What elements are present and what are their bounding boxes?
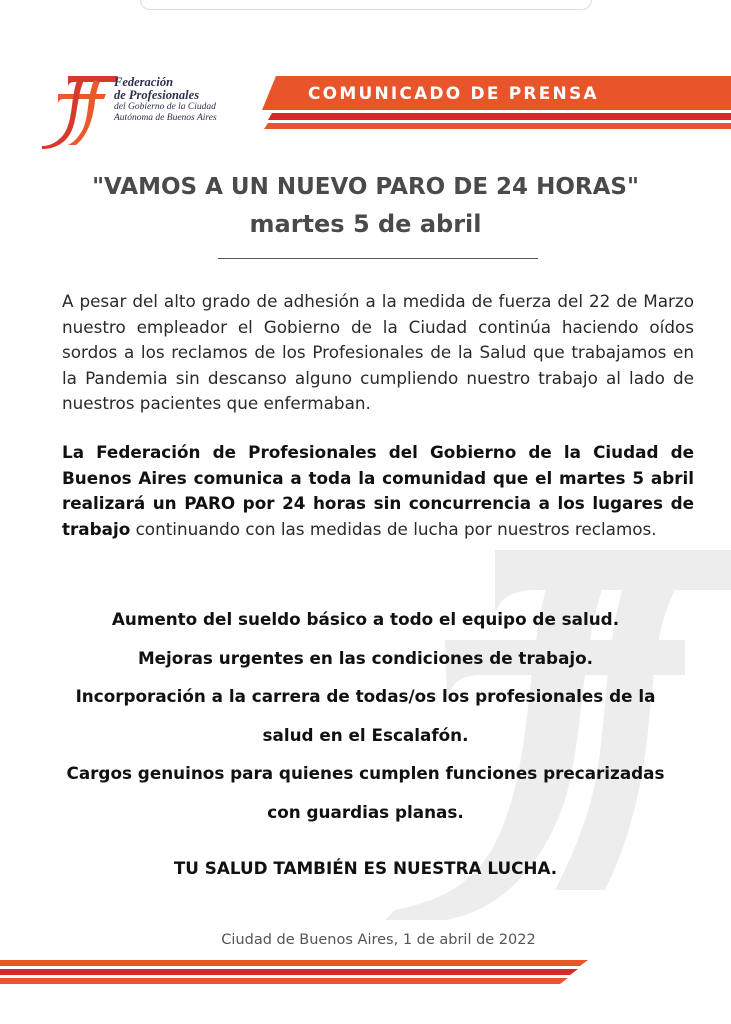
headline: "VAMOS A UN NUEVO PARO DE 24 HORAS" (92, 174, 639, 200)
footer-stripes (0, 958, 731, 992)
logo-line-gobierno: del Gobierno de la Ciudad (114, 102, 216, 112)
logo-line-profesionales: de Profesionales (114, 87, 200, 102)
banner-title: COMUNICADO DE PRENSA (308, 84, 599, 104)
demand-item: con guardias planas. (267, 801, 464, 822)
demand-item: salud en el Escalafón. (262, 724, 469, 745)
logo-line-federacion: Federación (114, 75, 174, 89)
title-divider (218, 258, 538, 259)
demand-item: Aumento del sueldo básico a todo el equipo de salud. (111, 609, 620, 629)
demand-item: Cargos genuinos para quienes cumplen funciones precarizadas (66, 763, 665, 783)
headline-date: martes 5 de abril (249, 210, 482, 238)
demand-item: Incorporación a la carrera de todas/os los profesionales de la (75, 686, 656, 706)
announcement-rest-text: continuando con las medidas de lucha por nuestros reclamos. (130, 518, 657, 539)
logo-line-autonoma: Autónoma de Buenos Aires (114, 112, 217, 123)
date-line: Ciudad de Buenos Aires, 1 de abril de 2022 (221, 932, 536, 948)
demands-list (0, 600, 731, 831)
slogan: TU SALUD TAMBIÉN ES NUESTRA LUCHA. (173, 858, 558, 878)
announcement-paragraph (62, 440, 694, 542)
intro-paragraph: A pesar del alto grado de adhesión a la medida de fuerza del 22 de Marzo nuestro empleador el Gobierno de la Ciudad continúa haciendo oídos sordos a los reclamos de los Profesionales de la Salud que trabajamos en la Pandemia sin descanso alguno cumpliendo nuestro trabajo al lado de nuestros pacientes que enfermaban. (62, 291, 694, 413)
top-search-bar-edge (140, 0, 592, 10)
demand-item: Mejoras urgentes en las condiciones de trabajo. (137, 647, 594, 668)
federation-logo (40, 68, 250, 150)
announcement-bold-text: La Federación de Profesionales del Gobierno de la Ciudad de Buenos Aires comunica a toda la comunidad que el martes 5 abril realizará un PARO por 24 horas sin concurrencia a los lugares de trabajo (62, 442, 694, 539)
ff-logo-icon (40, 68, 120, 150)
